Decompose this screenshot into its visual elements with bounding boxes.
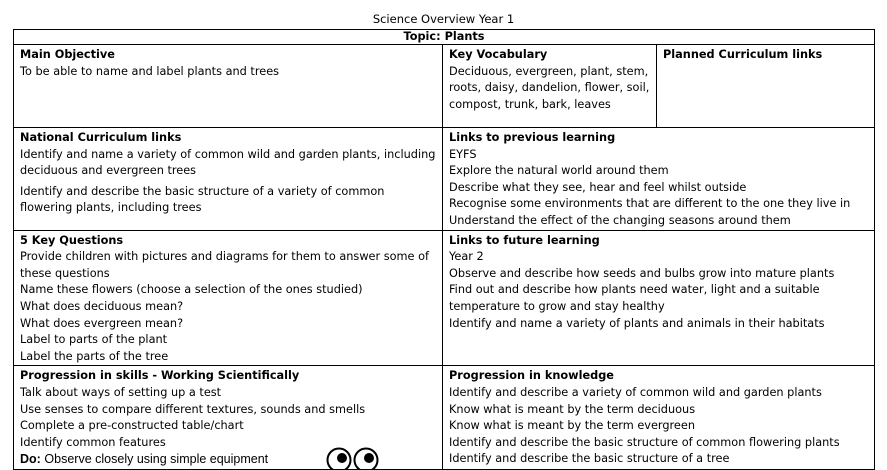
future-learning-heading: Links to future learning bbox=[449, 233, 600, 247]
key-question-line: Provide children with pictures and diagrams for them to answer some of these questions bbox=[20, 250, 429, 280]
knowledge-line: Identify and describe the basic structure of common flowering plants bbox=[449, 435, 840, 449]
knowledge-heading: Progression in knowledge bbox=[449, 369, 614, 383]
overview-table bbox=[13, 29, 875, 470]
future-learning-line: Observe and describe how seeds and bulbs grow into mature plants bbox=[449, 266, 835, 280]
main-objective-heading: Main Objective bbox=[20, 48, 115, 61]
key-questions-heading: 5 Key Questions bbox=[20, 233, 124, 247]
knowledge-cell bbox=[443, 366, 875, 470]
planned-curriculum-cell bbox=[657, 45, 875, 128]
previous-learning-line: EYFS bbox=[449, 147, 477, 161]
key-question-line: What does evergreen mean? bbox=[20, 316, 184, 330]
do-row bbox=[20, 451, 436, 469]
national-curriculum-heading: National Curriculum links bbox=[20, 131, 182, 144]
questions-row bbox=[14, 230, 875, 366]
key-question-line: Name these flowers (choose a selection of the ones studied) bbox=[20, 283, 363, 297]
future-learning-cell bbox=[443, 230, 875, 366]
previous-learning-line: Recognise some environments that are different to the one they live in bbox=[449, 197, 851, 211]
key-vocabulary-cell bbox=[443, 45, 657, 128]
future-learning-line: Year 2 bbox=[449, 250, 484, 264]
topic-cell bbox=[14, 30, 875, 45]
topic-row bbox=[14, 30, 875, 45]
key-question-line: Label the parts of the tree bbox=[20, 349, 169, 363]
previous-learning-line: Describe what they see, hear and feel whilst outside bbox=[449, 180, 747, 194]
key-questions-cell bbox=[14, 230, 443, 366]
key-vocabulary-heading: Key Vocabulary bbox=[449, 48, 548, 61]
skills-line: Use senses to compare different textures, sounds and smells bbox=[20, 402, 366, 416]
main-objective-cell bbox=[14, 45, 443, 128]
objective-row bbox=[14, 45, 875, 128]
skills-line: Complete a pre-constructed table/chart bbox=[20, 419, 244, 433]
do-label: Do: bbox=[20, 452, 41, 467]
previous-learning-line: Explore the natural world around them bbox=[449, 164, 669, 178]
national-curriculum-item: Identify and describe the basic structure of a variety of common flowering plants, including trees bbox=[20, 184, 385, 215]
future-learning-line: Identify and name a variety of plants and animals in their habitats bbox=[449, 316, 825, 330]
skills-line: Talk about ways of setting up a test bbox=[20, 385, 222, 399]
previous-learning-cell bbox=[443, 128, 875, 231]
key-question-line: What does deciduous mean? bbox=[20, 299, 184, 313]
national-curriculum-item: Identify and name a variety of common wild and garden plants, including deciduous and evergreen trees bbox=[20, 147, 436, 178]
main-objective-text: To be able to name and label plants and trees bbox=[20, 64, 280, 78]
future-learning-line: Find out and describe how plants need water, light and a suitable temperature to grow and stay healthy bbox=[449, 283, 820, 313]
key-vocabulary-line: roots, daisy, dandelion, flower, soil, bbox=[449, 81, 650, 95]
national-curriculum-cell bbox=[14, 128, 443, 231]
knowledge-line: Know what is meant by the term deciduous bbox=[449, 402, 696, 416]
previous-learning-line: Understand the effect of the changing seasons around them bbox=[449, 213, 791, 227]
do-text: Observe closely using simple equipment bbox=[44, 452, 269, 467]
skills-line: Identify common features bbox=[20, 435, 166, 449]
knowledge-line: Identify and describe the basic structure of a tree bbox=[449, 452, 730, 466]
document-title: Science Overview Year 1 bbox=[372, 12, 515, 26]
planned-curriculum-heading: Planned Curriculum links bbox=[663, 48, 823, 61]
eyes-icon bbox=[326, 446, 382, 470]
knowledge-line: Identify and describe a variety of common wild and garden plants bbox=[449, 385, 822, 399]
topic-label: Topic: Plants bbox=[403, 30, 485, 43]
key-vocabulary-line: Deciduous, evergreen, plant, stem, bbox=[449, 64, 649, 78]
knowledge-line: Know what is meant by the term evergreen bbox=[449, 419, 695, 433]
skills-heading: Progression in skills - Working Scientifically bbox=[20, 369, 300, 383]
curriculum-row bbox=[14, 128, 875, 231]
key-question-line: Label to parts of the plant bbox=[20, 333, 168, 347]
skills-cell bbox=[14, 366, 443, 470]
previous-learning-heading: Links to previous learning bbox=[449, 131, 616, 144]
key-vocabulary-line: compost, trunk, bark, leaves bbox=[449, 97, 611, 111]
progression-row bbox=[14, 366, 875, 470]
